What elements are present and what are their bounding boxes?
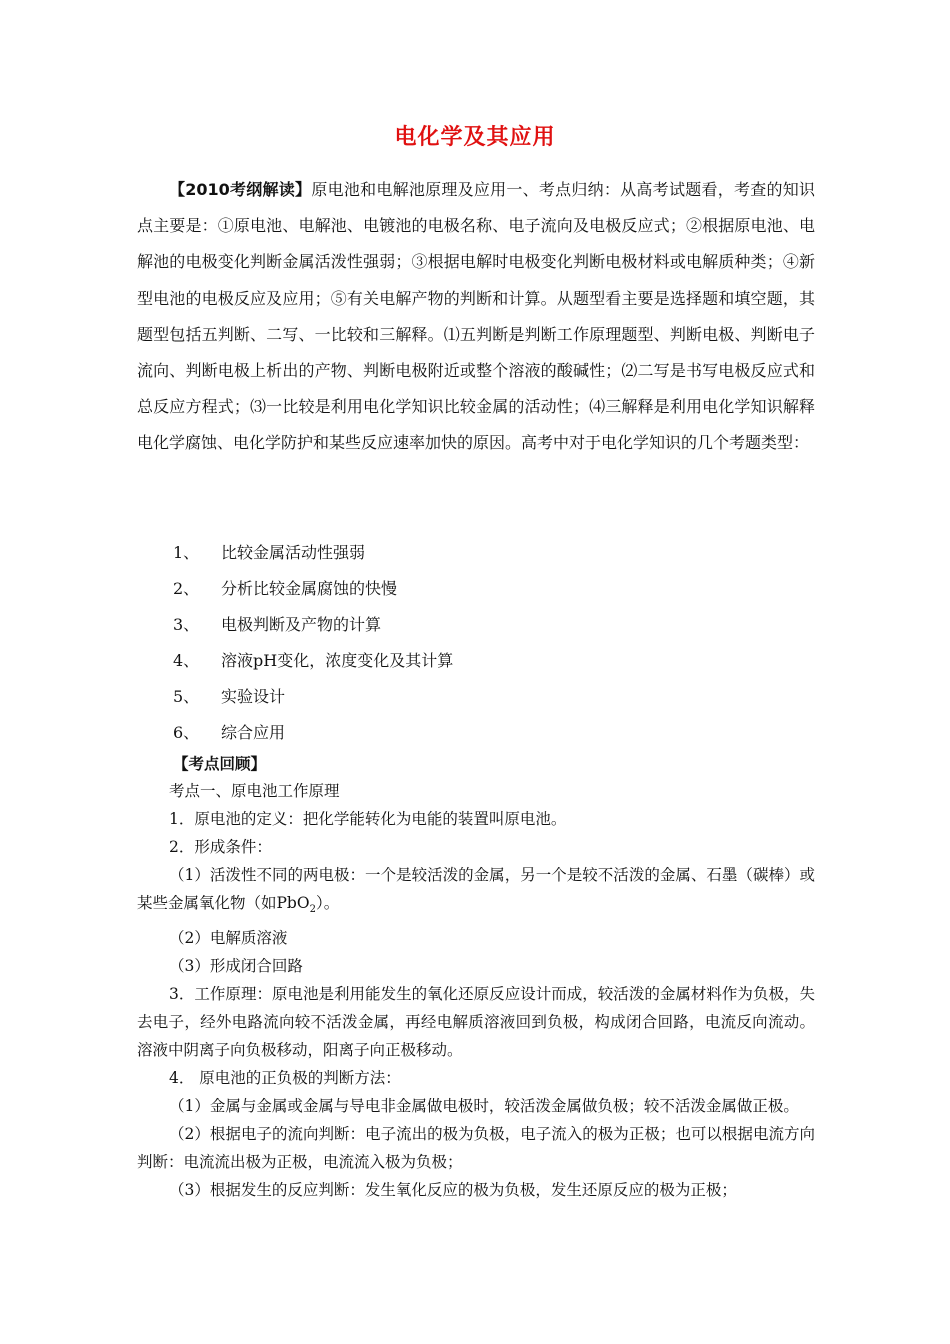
- list-item: [173, 571, 453, 607]
- list-item: [173, 643, 453, 679]
- page-title: 电化学及其应用: [394, 125, 556, 150]
- subscript: 2: [309, 904, 316, 916]
- judge-item: （2）根据电子的流向判断：电子流出的极为负极，电子流入的极为正极；也可以根据电流方向判断：电流流出极为正极，电流流入极为负极；: [137, 1125, 815, 1172]
- conditions-title: 2．形成条件：: [169, 838, 272, 856]
- list-item-text: 溶液pH变化，浓度变化及其计算: [221, 651, 454, 670]
- list-item-text: 电极判断及产物的计算: [221, 615, 382, 634]
- judge-title: 4． 原电池的正负极的判断方法：: [169, 1069, 401, 1088]
- list-item-text: 比较金属活动性强弱: [221, 543, 366, 562]
- intro-lead: 【2010考纲解读】: [169, 180, 312, 199]
- condition-text: （1）活泼性不同的两电极：一个是较活泼的金属，另一个是较不活泼的金属、石墨（碳棒）或某些金属氧化物（如PbO: [137, 866, 815, 912]
- list-item-number: 5、: [173, 687, 200, 706]
- principle-paragraph: 3．工作原理：原电池是利用能发生的氧化还原反应设计而成，较活泼的金属材料作为负极，失去电子，经外电路流向较不活泼金属，再经电解质溶液回到负极，构成闭合回路，电流反向流动。溶液中阴离子向负极移动，阳离子向正极移动。: [137, 985, 815, 1060]
- list-item-text: 分析比较金属腐蚀的快慢: [221, 579, 398, 598]
- definition-paragraph: 1．原电池的定义：把化学能转化为电能的装置叫原电池。: [169, 810, 567, 828]
- list-item: [173, 679, 453, 715]
- intro-paragraph: [137, 172, 815, 462]
- question-type-list: [173, 535, 453, 751]
- list-item-number: 6、: [173, 723, 200, 742]
- condition-item: （2）电解质溶液: [169, 929, 288, 948]
- condition-item: [137, 861, 815, 924]
- condition-item: （3）形成闭合回路: [169, 957, 303, 976]
- judge-item: （3）根据发生的反应判断：发生氧化反应的极为负极，发生还原反应的极为正极；: [169, 1181, 737, 1200]
- list-item: [173, 607, 453, 643]
- list-item: [173, 535, 453, 571]
- section-point-title: 考点一、原电池工作原理: [169, 782, 340, 800]
- list-item-number: 3、: [173, 615, 200, 634]
- condition-end: ）。: [315, 894, 340, 912]
- list-item-number: 1、: [173, 543, 200, 562]
- review-heading: 【考点回顾】: [173, 755, 267, 773]
- list-item-number: 2、: [173, 579, 200, 598]
- list-item-text: 综合应用: [221, 723, 286, 742]
- judge-item: （1）金属与金属或金属与导电非金属做电极时，较活泼金属做负极；较不活泼金属做正极。: [169, 1097, 799, 1116]
- review-section: [137, 777, 815, 1204]
- list-item-number: 4、: [173, 651, 200, 670]
- list-item-text: 实验设计: [221, 687, 286, 706]
- list-item: [173, 715, 453, 751]
- intro-text: 原电池和电解池原理及应用一、考点归纳：从高考试题看，考查的知识点主要是：①原电池、电解池、电镀池的电极名称、电子流向及电极反应式；②根据原电池、电解池的电极变化判断金属活泼性强弱；③根据电解时电极变化判断电极材料或电解质种类；④新型电池的电极反应及应用；⑤有关电解产物的判断和计算。从题型看主要是选择题和填空题，其题型包括五判断、二写、一比较和三解释。⑴五判断是判断工作原理题型、判断电极、判断电子流向、判断电极上析出的产物、判断电极附近或整个溶液的酸碱性；⑵二写是书写电极反应式和总反应方程式；⑶一比较是利用电化学知识比较金属的活动性；⑷三解释是利用电化学知识解释电化学腐蚀、电化学防护和某些反应速率加快的原因。高考中对于电化学知识的几个考题类型：: [137, 180, 815, 453]
